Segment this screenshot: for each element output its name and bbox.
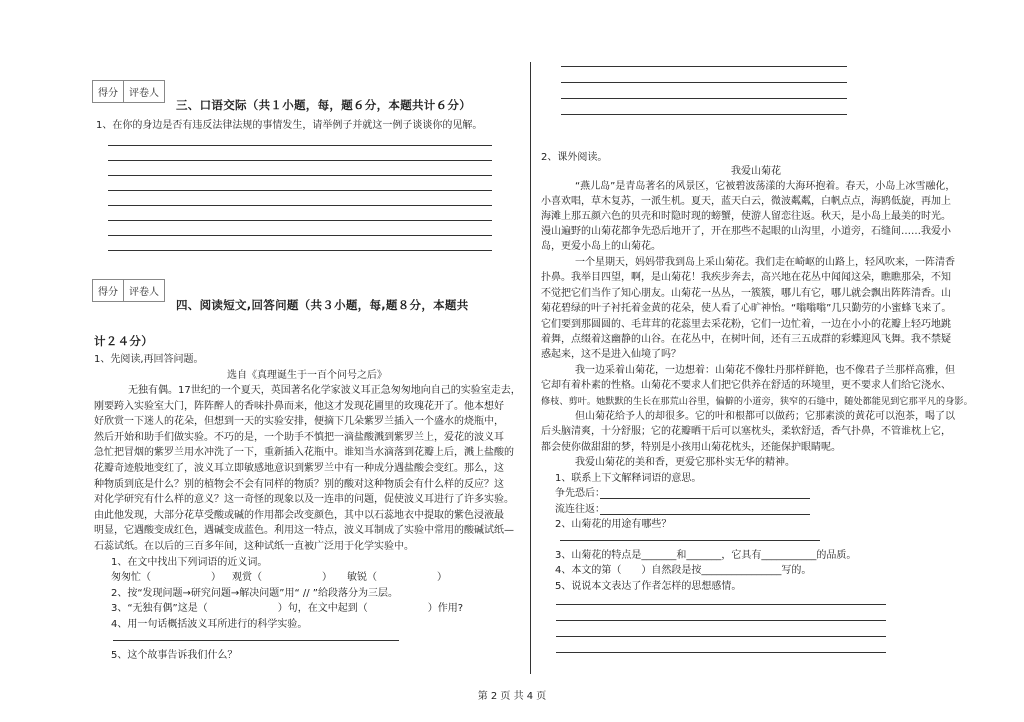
synonym-blank-3: 敏锐（ ） <box>347 572 447 583</box>
passage-line: 惑起来，这不是进入仙境了吗？ <box>541 349 681 360</box>
passage-line: 好欣赏一下迷人的花朵，但想到一天的实验安排，便摘下几朵紫罗兰插入一个盛水的烧瓶中， <box>94 416 504 427</box>
score-box-section4 <box>92 279 165 302</box>
answer-line <box>556 604 886 605</box>
passage-line: 漫山遍野的山菊花都争先恐后地开了，开在那些不起眼的山沟里，小道旁，石缝间……我爱小 <box>541 226 951 237</box>
sub-question-3: 3、山菊花的特点是_______和_______，它具有___________的品质。 <box>555 550 857 561</box>
sub-question-2: 2、山菊花的用途有哪些？ <box>555 519 672 530</box>
score-box-section3 <box>92 80 165 103</box>
passage-line: 海滩上那五颜六色的贝壳和时隐时现的螃蟹，使游人留恋往返。秋天，是小岛上最美的时光。 <box>541 211 951 222</box>
sub-question-4: 4、本文的第（ ）自然段是按________________写的。 <box>555 565 812 576</box>
answer-line <box>561 82 847 83</box>
passage-line: 着舞，点缀着这幽静的山谷。在花丛中，在树叶间，还有三五成群的彩蝶迎风飞舞。我不禁疑 <box>541 334 951 345</box>
passage-line: 石蕊试纸。在以后的三百多年间，这种试纸一直被广泛用于化学实验中。 <box>94 541 414 552</box>
answer-line <box>108 160 492 161</box>
answer-line <box>108 250 492 251</box>
passage-line: 花瓣奇迹般地变红了，波义耳立即敏感地意识到紫罗兰中有一种成分遇盐酸会变红。那么，这 <box>94 463 504 474</box>
column-divider <box>530 62 531 674</box>
passage-line: 无独有偶。17世纪的一个夏天，英国著名化学家波义耳正急匆匆地向自己的实验室走去， <box>128 385 521 396</box>
passage-line: 种物质到底是什么？别的植物会不会有同样的物质？别的酸对这种物质会有什么样的反应？这 <box>94 479 504 490</box>
passage-line: 我爱山菊花的美和香，更爱它那朴实无华的精神。 <box>575 457 795 468</box>
answer-line <box>600 514 810 515</box>
passage-line: 一个星期天，妈妈带我到岛上采山菊花。我们走在崎岖的山路上，轻风吹来，一阵清香 <box>575 257 955 268</box>
passage-line: 岛，更爱小岛上的山菊花。 <box>541 241 661 252</box>
answer-line <box>113 640 399 641</box>
grader-label: 评卷人 <box>129 88 159 99</box>
answer-line <box>108 175 492 176</box>
passage-line: 都会使你做甜甜的梦，特别是小孩用山菊花枕头，还能保护眼睛呢。 <box>541 442 841 453</box>
sub-question-3: 3、“无独有偶”这是（ ）句，在文中起到（ ）作用? <box>111 603 464 614</box>
page-footer: 第 2 页 共 4 页 <box>477 691 547 702</box>
answer-line <box>561 98 847 99</box>
sub-question-5: 5、这个故事告诉我们什么？ <box>111 650 238 661</box>
passage-line: 小喜欢唱，草木复苏，一派生机。夏天，蓝天白云，微波粼粼，白帆点点，海鸥低旋，再加上 <box>541 196 951 207</box>
synonym-blank-1: 匆匆忙（ ） <box>111 572 221 583</box>
answer-line <box>600 498 810 499</box>
passage-line: 不觉把它们当作了知心朋友。山菊花一丛丛，一簇簇，哪儿有它，哪儿就会飘出阵阵清香。山 <box>541 288 951 299</box>
answer-line <box>108 190 492 191</box>
passage-line: 扑鼻。我举目四望，啊，是山菊花！我疾步奔去，高兴地在花丛中闻闻这朵，瞧瞧那朵，不知 <box>541 272 951 283</box>
passage-title: 我爱山菊花 <box>731 166 781 177</box>
passage-line: 它却有着朴素的性格。山菊花不要求人们把它供养在舒适的环境里，更不要求人们给它浇水、 <box>541 380 951 391</box>
word-2-label: 流连往返： <box>555 504 605 515</box>
answer-line <box>556 636 886 637</box>
sub-question-1: 1、联系上下文解释词语的意思。 <box>555 473 702 484</box>
answer-line <box>556 652 886 653</box>
passage-line: 然后开始和助手们做实验。不巧的是，一个助手不慎把一滴盐酸溅到紫罗兰上，爱花的波义耳 <box>94 432 504 443</box>
passage-line: “燕儿岛”是青岛著名的风景区，它被碧波荡漾的大海环抱着。春天，小岛上冰雪融化， <box>575 181 956 192</box>
passage-line: 我一边采着山菊花，一边想着：山菊花不像牡丹那样鲜艳，也不像君子兰那样高雅，但 <box>575 365 955 376</box>
answer-line <box>556 620 886 621</box>
sub-question-4: 4、用一句话概括波义耳所进行的科学实验。 <box>111 619 308 630</box>
score-label: 得分 <box>93 81 124 102</box>
sub-question-2: 2、按“发现问题→研究问题→解决问题”用“ // ”给段落分为三层。 <box>111 588 398 599</box>
passage-title: 选自《真理诞生于一百个问号之后》 <box>227 370 387 381</box>
passage-line: 后头脑清爽，十分舒服；它的花瓣晒干后可以塞枕头，柔软舒适，香气扑鼻，不管谁枕上它， <box>541 426 951 437</box>
section4-title: 四、阅读短文,回答问题（共３小题，每,题８分，本题共 <box>176 298 469 312</box>
grader-label: 评卷人 <box>129 287 159 298</box>
passage-line: 由此他发现，大部分花草受酸或碱的作用都会改变颜色，其中以石蕊地衣中提取的紫色浸液最 <box>94 510 504 521</box>
sub-question-5: 5、说说本文表达了作者怎样的思想感情。 <box>555 581 742 592</box>
synonym-blank-2: 观赏（ ） <box>232 572 332 583</box>
answer-line <box>560 540 820 541</box>
score-label: 得分 <box>93 280 124 301</box>
passage-line: 急忙把冒烟的紫罗兰用水冲洗了一下，重新插入花瓶中。谁知当水滴落到花瓣上后，溅上盐酸的 <box>94 447 514 458</box>
section4-title-cont: 计２４分） <box>94 334 153 348</box>
section4-q1-intro: 1、先阅读,再回答问题。 <box>94 354 204 365</box>
answer-line <box>561 114 847 115</box>
passage-line: 它们要到那圆圆的、毛茸茸的花蕊里去采花粉，它们一边忙着，一边在小小的花瓣上轻巧地跳 <box>541 319 951 330</box>
passage-line: 刚要跨入实验室大门，阵阵醉人的香味扑鼻而来，他这才发现花圃里的玫瑰花开了。他本想好 <box>94 401 504 412</box>
answer-line <box>561 66 847 67</box>
q2-intro: 2、课外阅读。 <box>541 152 608 163</box>
passage-line: 对化学研究有什么样的意义？这一奇怪的现象以及一连串的问题，促使波义耳进行了许多实验。 <box>94 494 514 505</box>
answer-line <box>108 145 492 146</box>
sub-question-1: 1、在文中找出下列词语的近义词。 <box>111 557 268 568</box>
answer-line <box>108 220 492 221</box>
answer-line <box>108 205 492 206</box>
passage-line: 修枝、剪叶。她默默的生长在那荒山谷里，偏僻的小道旁，狭窄的石缝中，随处都能见到它那平凡的身影。 <box>541 396 973 407</box>
passage-line: 但山菊花给予人的却很多。它的叶和根都可以做药；它那素淡的黄花可以泡茶，喝了以 <box>575 411 955 422</box>
answer-line <box>108 235 492 236</box>
passage-line: 菊花碧绿的叶子衬托着金黄的花朵，使人看了心旷神怡。“嗡嗡嗡”几只勤劳的小蜜蜂飞来了。 <box>541 303 952 314</box>
passage-line: 明显，它遇酸变成红色，遇碱变成蓝色。利用这一特点，波义耳制成了实验中常用的酸碱试纸— <box>94 525 514 536</box>
section3-title: 三、口语交际（共１小题，每，题６分，本题共计６分） <box>176 98 471 112</box>
word-1-label: 争先恐后： <box>555 488 605 499</box>
section3-question1: 1、在你的身边是否有违反法律法规的事情发生，请举例子并就这一例子谈谈你的见解。 <box>96 120 483 131</box>
